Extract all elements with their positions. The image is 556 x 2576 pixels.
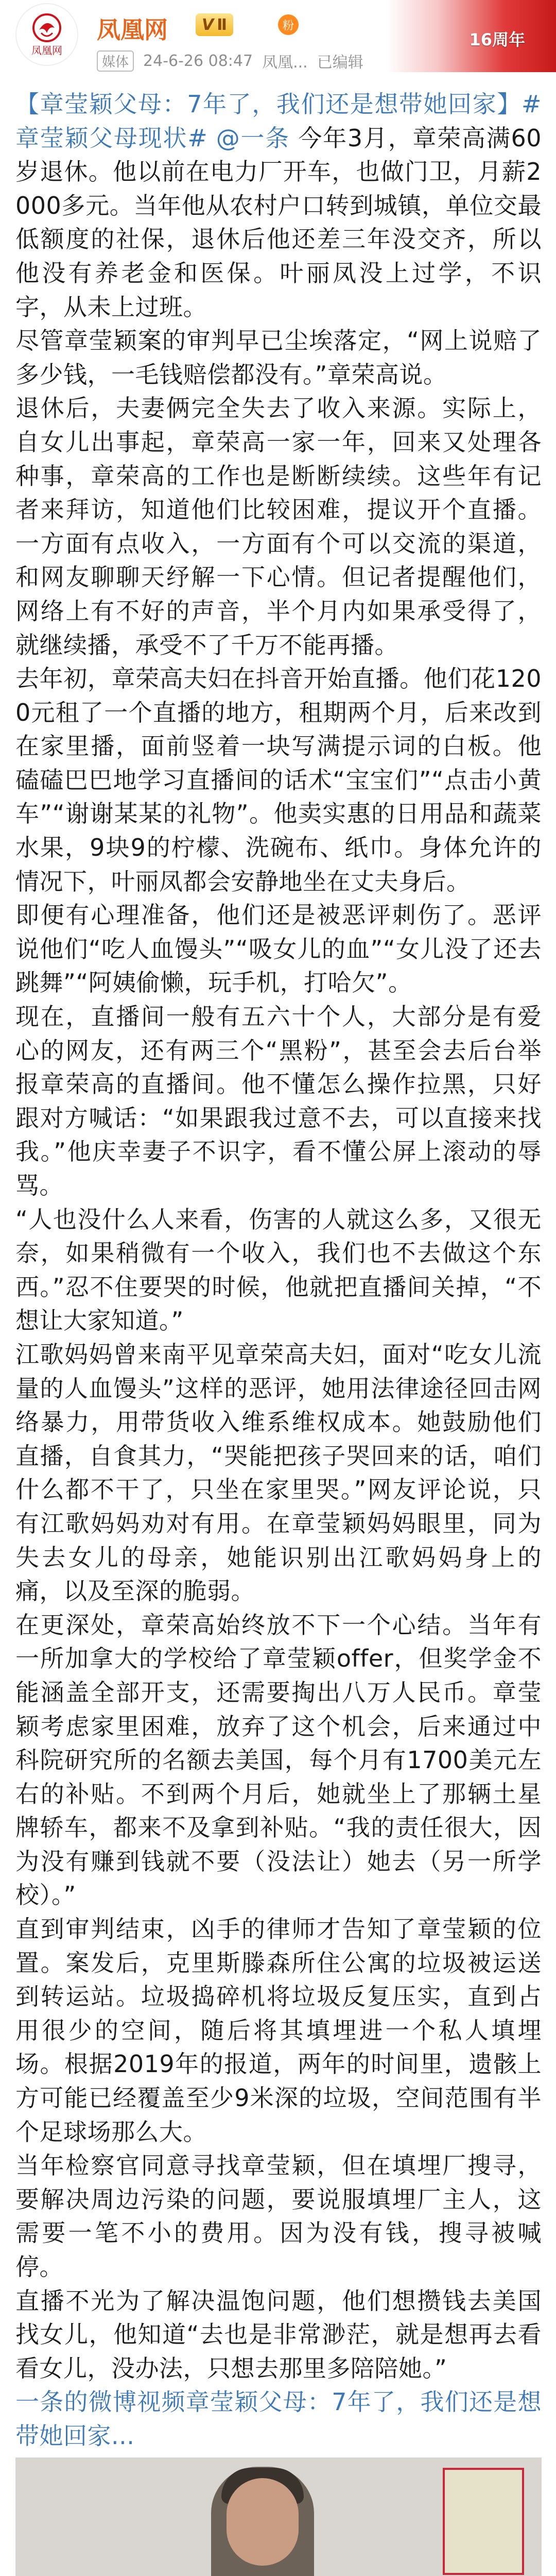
paragraph: 直到审判结束，凶手的律师才告知了章莹颖的位置。案发后，克里斯滕森所住公寓的垃圾被运送到转运站。垃圾捣碎机将垃圾反复压实，直到占用很少的空间，随后将其填埋进一个私人填埋场。根据2019年的报道，两年的时间里，遗骸上方可能已经覆盖至少9米深的垃圾，空间范围有半个足球场那么大。 — [15, 1915, 542, 2146]
paragraph-text: 今年3月，章荣高满60岁退休。他以前在电力厂开车，也做门卫，月薪2000多元。当年他从农村户口转到城镇，单位交最低额度的社保，退休后他还差三年没交齐，所以他没有养老金和医保。叶丽凤没上过学，不识字，从未上过班。 — [15, 124, 542, 321]
mention-link[interactable]: @一条 — [216, 124, 290, 152]
vip-v-icon: V — [202, 15, 214, 34]
media-tag: 媒体 — [97, 50, 134, 72]
paragraph: 去年初，章荣高夫妇在抖音开始直播。他们花1200元租了一个直播的地方，租期两个月，后来改到在家里播，面前竖着一块写满提示词的白板。他磕磕巴巴地学习直播间的话术“宝宝们”“点击小黄车”“谢谢某某的礼物”。他卖实惠的日用品和蔬菜水果，9块9的柠檬、洗碗布、纸巾。身体允许的情况下，叶丽凤都会安静地坐在丈夫身后。 — [15, 665, 542, 895]
post-header — [0, 0, 556, 88]
paragraph: 尽管章莹颖案的审判早已尘埃落定，“网上说赔了多少钱，一毛钱赔偿都没有。”章荣高说。 — [15, 327, 542, 388]
paragraph: 当年检察官同意寻找章莹颖，但在填埋厂搜寻，要解决周边污染的问题，要说服填埋厂主人，这需要一笔不小的费用。因为没有钱，搜寻被喊停。 — [15, 2151, 542, 2281]
paragraph — [15, 88, 542, 324]
phoenix-logo-icon — [29, 12, 65, 43]
vip-level: Ⅱ — [217, 15, 227, 34]
paragraph: 即便有心理准备，他们还是被恶评刺伤了。恶评说他们“吃人血馒头”“吸女儿的血”“女儿没了还去跳舞”“阿姨偷懒，玩手机，打哈欠”。 — [15, 901, 542, 997]
edited-label: 已编辑 — [317, 54, 363, 72]
paragraph: 在更深处，章荣高始终放不下一个心结。当年有一所加拿大的学校给了章莹颖offer，但奖学金不能涵盖全部开支，还需要掏出八万人民币。章莹颖考虑家里困难，放弃了这个机会，后来通过中科院研究所的名额去美国，每个月有1700美元左右的补贴。不到两个月后，她就坐上了那辆土星牌轿车，都来不及拿到补贴。“我的责任很大，因为没有赚到钱就不要（没法让）她去（另一所学校）。” — [15, 1611, 542, 1909]
avatar[interactable] — [15, 3, 78, 66]
video-thumbnail[interactable] — [15, 2458, 542, 2576]
author-name[interactable]: 凤凰网 — [97, 16, 168, 44]
paragraph: 直播不光为了解决温饱问题，他们想攒钱去美国找女儿，他知道“去也是非常渺茫，就是想再去看看女儿，没办法，只想去那里多陪陪她。” — [15, 2286, 542, 2382]
avatar-text: 凤凰网 — [31, 44, 62, 57]
anniversary-medal — [386, 0, 556, 72]
video-link-row — [15, 2385, 542, 2453]
paragraph: 退休后，夫妻俩完全失去了收入来源。实际上，自女儿出事起，章荣高一家一年，回来又处理各种事，章荣高的工作也是断断续续。这些年有记者来拜访，知道他们比较困难，提议开个直播。一方面有点收入，一方面有个可以交流的渠道，和网友聊聊天纾解一下心情。但记者提醒他们，网络上有不好的声音，半个月内如果承受得了，就继续播，承受不了千万不能再播。 — [15, 394, 542, 659]
thumbnail-poster — [443, 2468, 524, 2575]
topic-hashtag-link[interactable]: #章莹颖父母现状# — [15, 90, 542, 152]
paragraph: 江歌妈妈曾来南平见章荣高夫妇，面对“吃女儿流量的人血馒头”这样的恶评，她用法律途径回击网络暴力，用带货收入维系维权成本。她鼓励他们直播，自食其力，“哭能把孩子哭回来的话，咱们什么都不干了，只坐在家里哭。”网友评论说，只有江歌妈妈劝对有用。在章莹颖妈妈眼里，同为失去女儿的母亲，她能识别出江歌妈妈身上的痛，以及至深的脆弱。 — [15, 1340, 542, 1605]
thumbnail-face — [227, 2478, 299, 2566]
topic-title-link[interactable]: 【章莹颖父母：7年了，我们还是想带她回家】 — [15, 90, 522, 118]
medal-number: 16周年 — [469, 30, 525, 49]
video-source-link[interactable]: 一条的微博视频 — [15, 2388, 186, 2416]
post-source: 凤凰... — [262, 54, 308, 72]
post-time: 24-6-26 08:47 — [143, 52, 253, 70]
fan-badge-icon[interactable]: 粉 — [278, 14, 299, 35]
post-meta — [97, 49, 363, 72]
paragraph: 现在，直播间一般有五六十个人，大部分是有爱心的网友，还有两三个“黑粉”，甚至会去后台举报章荣高的直播间。他不懂怎么操作拉黑，只好跟对方喊话：“如果跟我过意不去，可以直接来找我。”他庆幸妻子不识字，看不懂公屏上滚动的辱骂。 — [15, 1003, 542, 1199]
video-title-link[interactable]: 章莹颖父母：7年了，我们还是想带她回家... — [15, 2388, 542, 2450]
vip-badge[interactable] — [196, 13, 233, 36]
post-body — [15, 88, 542, 2453]
paragraph: “人也没什么人来看，伤害的人就这么多，又很无奈，如果稍微有一个收入，我们也不去做这个东西。”忍不住要哭的时候，他就把直播间关掉，“不想让大家知道。” — [15, 1205, 542, 1335]
